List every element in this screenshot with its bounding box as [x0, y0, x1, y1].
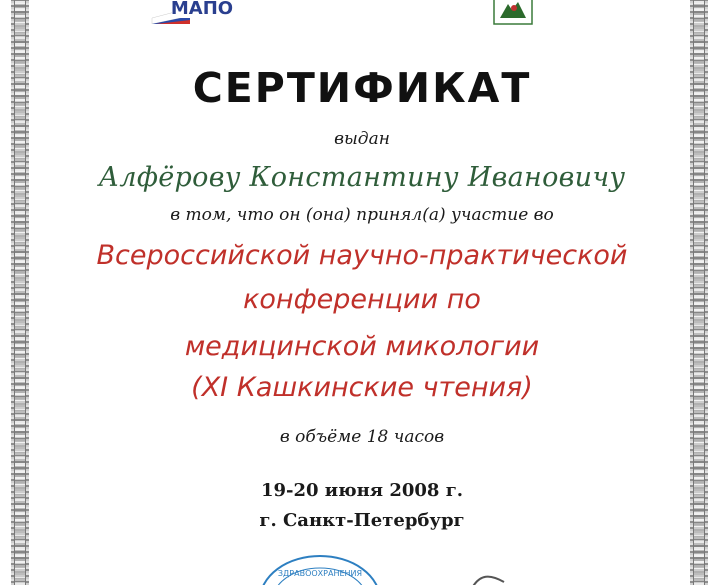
participation-statement: в том, что он (она) принял(а) участие во [170, 205, 554, 225]
conference-line-2: конференции по [243, 284, 481, 315]
recipient-name: Алфёрову Константину Ивановичу [98, 162, 626, 193]
conference-line-4: (XI Кашкинские чтения) [191, 372, 533, 403]
event-city: г. Санкт-Петербург [259, 510, 465, 531]
certificate-title: СЕРТИФИКАТ [192, 64, 532, 112]
stamp-text: ЗДРАВООХРАНЕНИЯ [277, 569, 363, 578]
conference-line-1: Всероссийской научно-практической [96, 240, 628, 271]
mapo-logo [150, 0, 240, 24]
issued-to-label: выдан [334, 129, 390, 149]
hours-volume: в объёме 18 часов [279, 427, 445, 447]
round-stamp [255, 552, 385, 585]
conference-line-3: медицинской микологии [184, 331, 540, 362]
emblem-logo [482, 0, 542, 26]
signature-mark [468, 568, 508, 585]
event-date: 19-20 июня 2008 г. [260, 480, 464, 501]
mapo-logo-text: МАПО [170, 0, 234, 19]
